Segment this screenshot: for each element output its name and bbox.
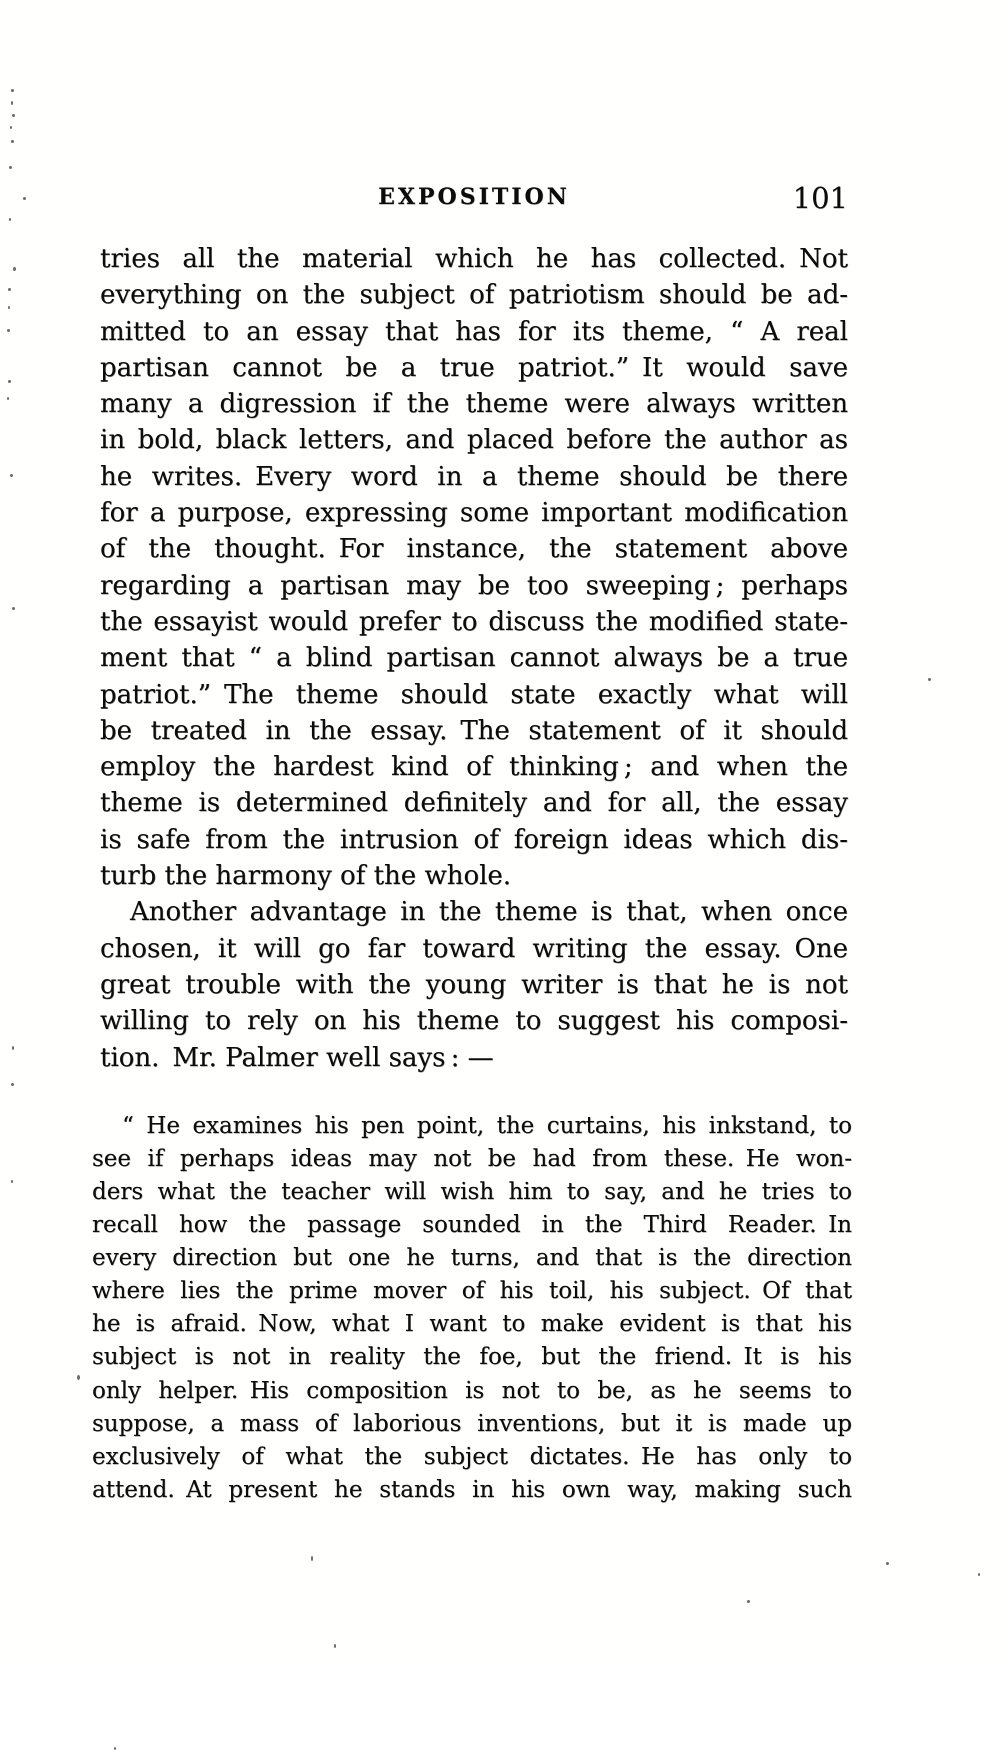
text-line: he writes. Every word in a theme should be there: [100, 461, 848, 492]
text-line: be treated in the essay. The statement of it should: [100, 715, 848, 746]
text-line: every direction but one he turns, and that is the direction: [92, 1245, 852, 1272]
text-line: only helper. His composition is not to be, as he seems to: [92, 1377, 852, 1404]
text-line: mitted to an essay that has for its theme, “ A real: [100, 316, 848, 347]
text-line: regarding a partisan may be too sweeping ; perhaps: [100, 570, 848, 601]
page-number: 101: [792, 181, 848, 215]
text-column: [92, 241, 852, 1507]
text-line: he is afraid. Now, what I want to make evident is that his: [92, 1311, 852, 1338]
chapter-header: EXPOSITION: [378, 184, 570, 210]
text-line: partisan cannot be a true patriot.” It would save: [100, 352, 848, 383]
text-line: recall how the passage sounded in the Third Reader. In: [92, 1212, 852, 1239]
text-line: “ He examines his pen point, the curtains, his inkstand, to: [122, 1112, 852, 1139]
running-head: [100, 181, 848, 215]
text-line: turb the harmony of the whole.: [100, 861, 512, 892]
text-line: chosen, it will go far toward writing the essay. One: [100, 933, 848, 964]
text-line: tries all the material which he has collected. Not: [100, 244, 848, 274]
text-line: is safe from the intrusion of foreign ideas which dis-: [100, 824, 848, 855]
text-line: attend. At present he stands in his own way, making such: [92, 1476, 852, 1503]
text-line: in bold, black letters, and placed before the author as: [100, 425, 848, 456]
body-paragraph-continuation: [100, 241, 848, 894]
text-line: tion. Mr. Palmer well says : —: [100, 1042, 494, 1073]
text-line: suppose, a mass of laborious inventions, but it is made up: [92, 1410, 852, 1437]
text-line: ment that “ a blind partisan cannot always be a true: [100, 643, 848, 674]
text-line: see if perhaps ideas may not be had from these. He won-: [92, 1145, 852, 1172]
block-quotation: [92, 1110, 852, 1507]
text-line: great trouble with the young writer is that he is not: [100, 969, 848, 1000]
body-paragraph: [100, 894, 848, 1075]
text-line: everything on the subject of patriotism should be ad-: [100, 280, 848, 311]
text-line: theme is determined definitely and for all, the essay: [100, 788, 848, 819]
text-line: the essayist would prefer to discuss the modified state-: [100, 606, 848, 637]
text-line: subject is not in reality the foe, but the friend. It is his: [92, 1344, 852, 1371]
text-line: patriot.” The theme should state exactly what will: [100, 679, 848, 710]
text-line: many a digression if the theme were always written: [100, 389, 848, 420]
text-line: employ the hardest kind of thinking ; and when the: [100, 752, 848, 783]
text-line: exclusively of what the subject dictates. He has only to: [92, 1443, 852, 1470]
text-line: where lies the prime mover of his toil, his subject. Of that: [92, 1278, 852, 1305]
text-line: Another advantage in the theme is that, when once: [130, 897, 848, 928]
text-line: willing to rely on his theme to suggest his composi-: [100, 1006, 848, 1037]
text-line: ders what the teacher will wish him to say, and he tries to: [92, 1179, 852, 1206]
text-line: for a purpose, expressing some important modification: [100, 498, 848, 529]
text-line: of the thought. For instance, the statement above: [100, 534, 848, 565]
